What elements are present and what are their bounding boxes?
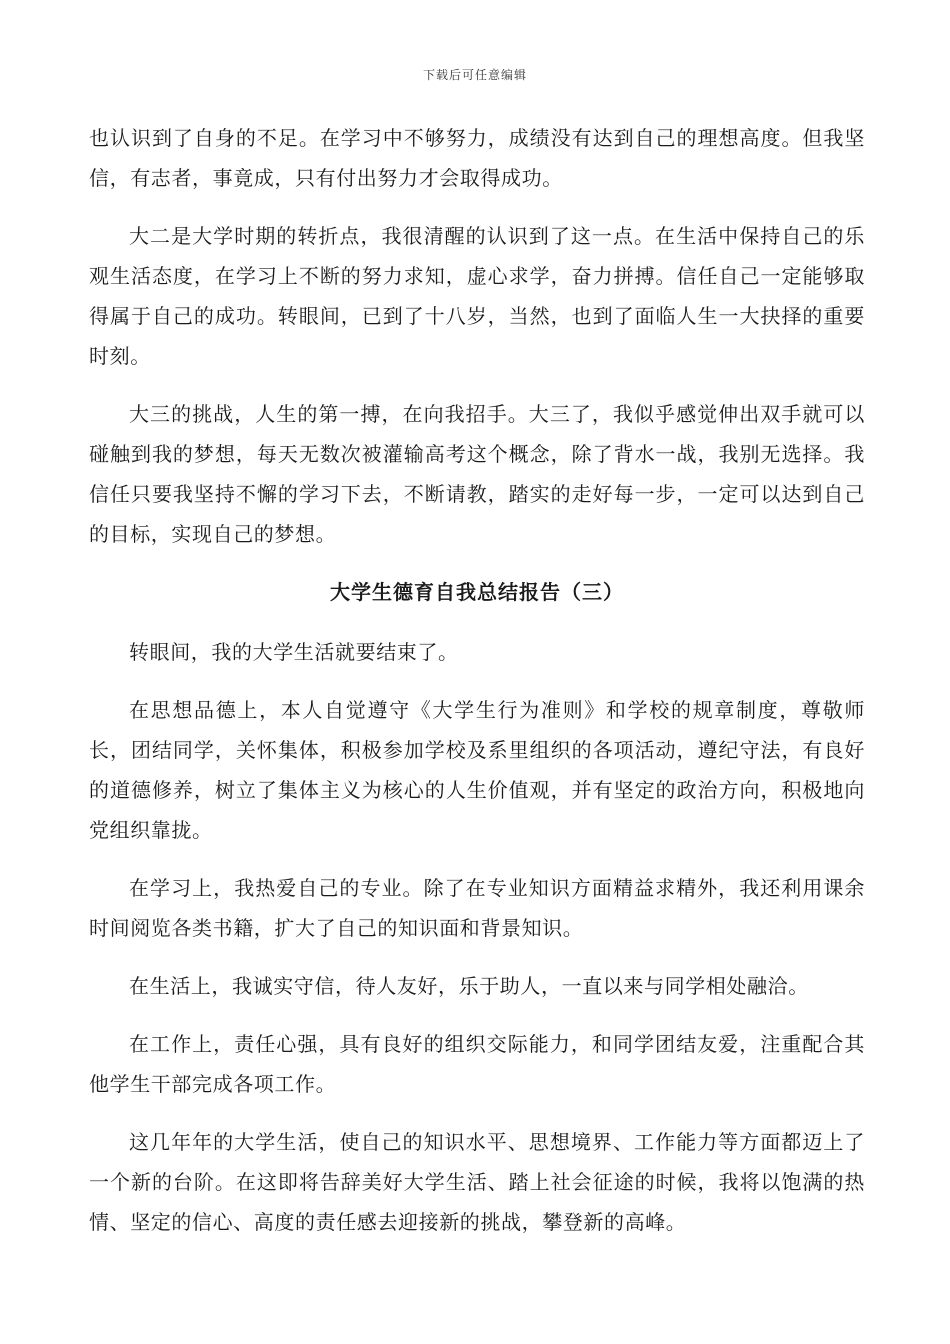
section-title: 大学生德育自我总结报告（三） xyxy=(330,580,624,604)
paragraph-continuation: 也认识到了自身的不足。在学习中不够努力，成绩没有达到自己的理想高度。但我坚信，有志者，事竟成，只有付出努力才会取得成功。 xyxy=(89,126,865,190)
paragraph-junior: 大三的挑战，人生的第一搏，在向我招手。大三了，我似乎感觉伸出双手就可以碰触到我的梦想，每天无数次被灌输高考这个概念，除了背水一战，我别无选择。我信任只要我坚持不懈的学习下去，不断请教，踏实的走好每一步，一定可以达到自己的目标，实现自己的梦想。 xyxy=(89,402,865,546)
paragraph-life: 在生活上，我诚实守信，待人友好，乐于助人，一直以来与同学相处融洽。 xyxy=(129,974,809,998)
paragraph-intro: 转眼间，我的大学生活就要结束了。 xyxy=(129,640,459,664)
paragraph-morality: 在思想品德上，本人自觉遵守《大学生行为准则》和学校的规章制度，尊敬师长，团结同学，关怀集体，积极参加学校及系里组织的各项活动，遵纪守法，有良好的道德修养，树立了集体主义为核心的人生价值观，并有坚定的政治方向，积极地向党组织靠拢。 xyxy=(89,698,865,842)
paragraph-conclusion: 这几年年的大学生活，使自己的知识水平、思想境界、工作能力等方面都迈上了一个新的台阶。在这即将告辞美好大学生活、踏上社会征途的时候，我将以饱满的热情、坚定的信心、高度的责任感去迎接新的挑战，攀登新的高峰。 xyxy=(89,1130,865,1234)
paragraph-study: 在学习上，我热爱自己的专业。除了在专业知识方面精益求精外，我还利用课余时间阅览各类书籍，扩大了自己的知识面和背景知识。 xyxy=(89,876,865,940)
page-header-note: 下载后可任意编辑 xyxy=(422,68,527,82)
document-body xyxy=(89,118,865,1260)
paragraph-work: 在工作上，责任心强，具有良好的组织交际能力，和同学团结友爱，注重配合其他学生干部完成各项工作。 xyxy=(89,1032,865,1096)
paragraph-sophomore: 大二是大学时期的转折点，我很清醒的认识到了这一点。在生活中保持自己的乐观生活态度，在学习上不断的努力求知，虚心求学，奋力拼搏。信任自己一定能够取得属于自己的成功。转眼间，已到了十八岁，当然，也到了面临人生一大抉择的重要时刻。 xyxy=(89,224,865,368)
